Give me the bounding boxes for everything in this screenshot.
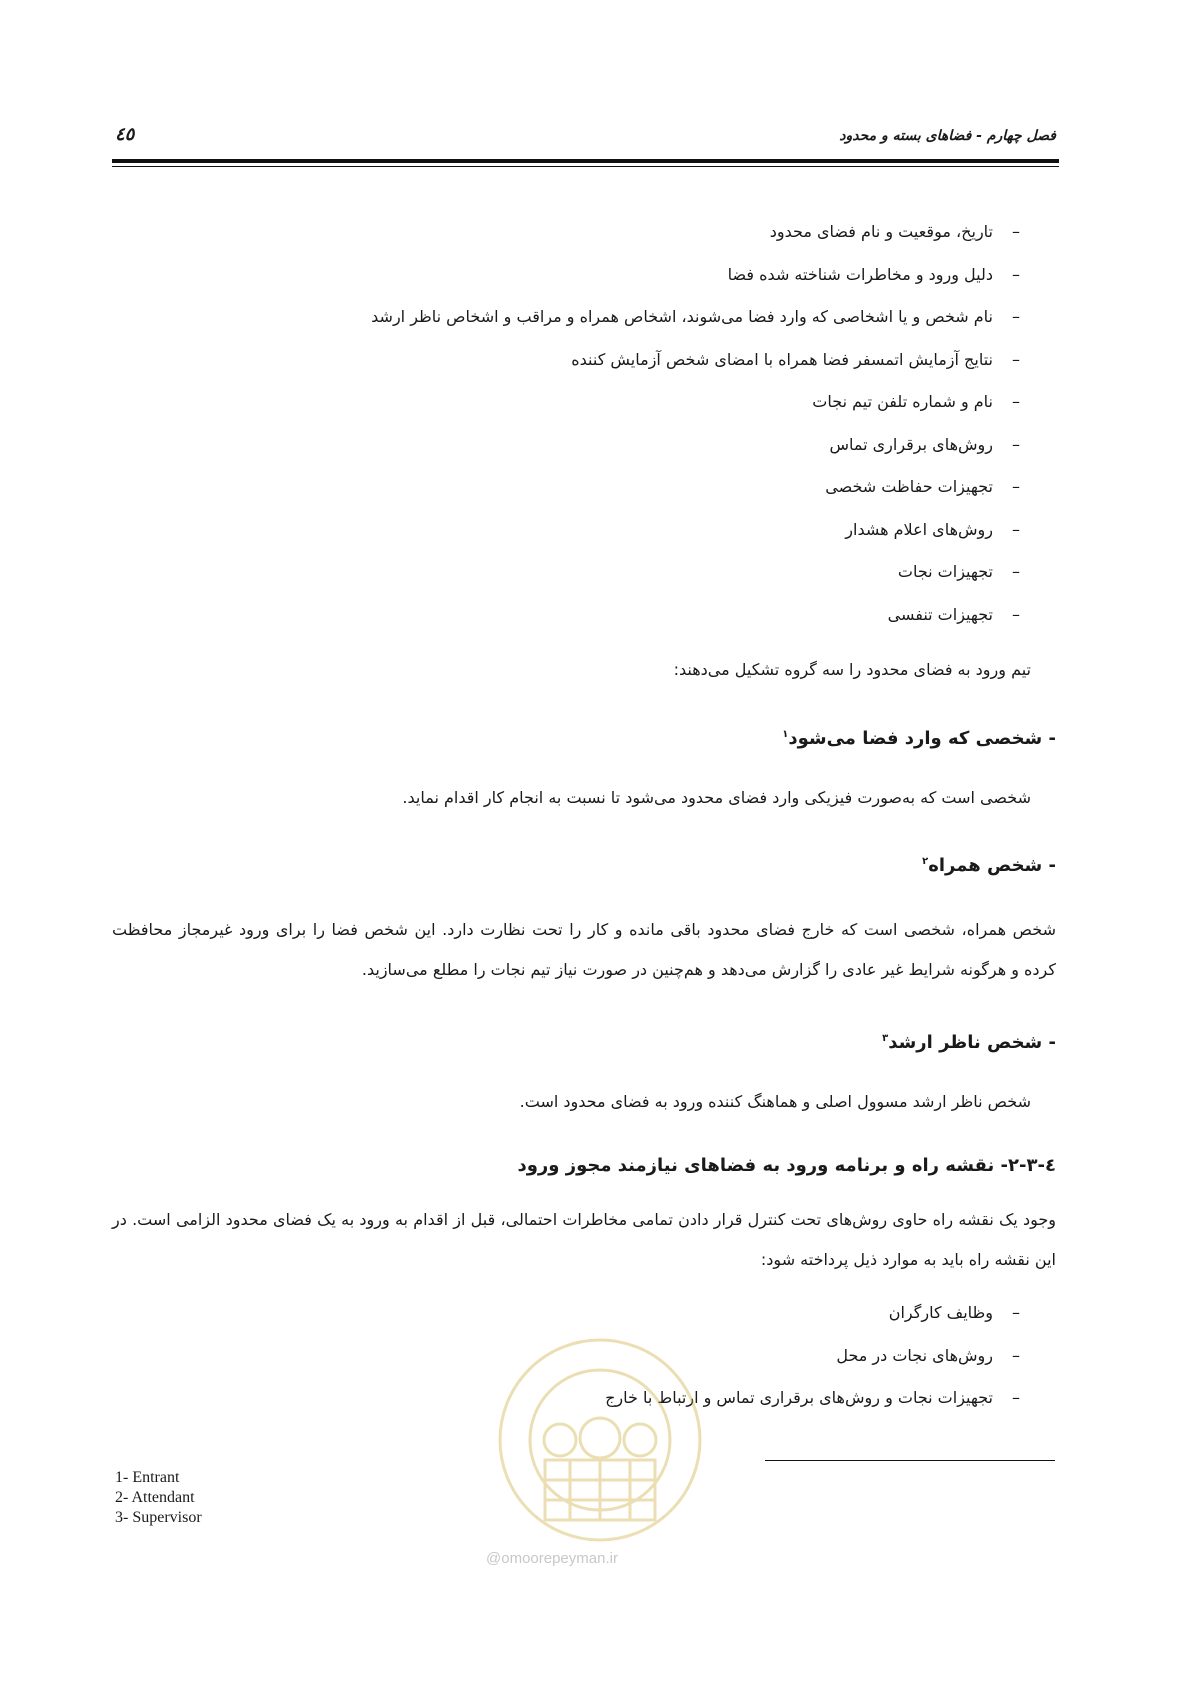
dash-bullet: – [1012, 562, 1020, 581]
dash-bullet: – [1012, 519, 1020, 539]
list-item: –تجهیزات نجات [371, 557, 1031, 600]
dash-bullet: – [1012, 477, 1020, 496]
footnote-divider [765, 1460, 1055, 1461]
list-item: –روش‌های اعلام هشدار [371, 515, 1031, 558]
entrant-body: شخصی است که به‌صورت فیزیکی وارد فضای محدود می‌شود تا نسبت به انجام کار اقدام نماید. [402, 788, 1031, 807]
watermark-seal-icon [490, 1330, 710, 1550]
dash-bullet: – [1012, 264, 1020, 284]
section-heading [518, 1155, 1057, 1176]
section-title: نقشه راه و برنامه ورود به فضاهای نیازمند مجوز ورود [517, 1155, 995, 1176]
dash-bullet: – [1012, 604, 1020, 624]
entrant-heading: - شخصی که وارد فضا می‌شود$^۱$ [782, 728, 1056, 749]
dash-bullet: – [1012, 1303, 1020, 1322]
dash-bullet: – [1012, 222, 1020, 241]
list-item: –تجهیزات نجات و روش‌های برقراری تماس و ارتباط با خارج [605, 1383, 1031, 1426]
dash-bullet: – [1012, 349, 1020, 369]
dash-bullet: – [1012, 1388, 1020, 1407]
page-number: ٤٥ [115, 124, 135, 145]
chapter-title: فصل چهارم - فضاهای بسته و محدود [839, 128, 1056, 144]
attendant-heading: - شخص همراه$^۲$ [922, 855, 1056, 876]
footnote: 3- Supervisor [115, 1509, 202, 1526]
dash-bullet: – [1012, 392, 1020, 411]
footnote: 2- Attendant [115, 1489, 195, 1506]
requirements-list [371, 217, 1031, 642]
team-intro: تیم ورود به فضای محدود را سه گروه تشکیل می‌دهند: [673, 660, 1031, 679]
footnote: 1- Entrant [115, 1469, 180, 1486]
header-rule-thin [112, 166, 1059, 167]
list-item: –روش‌های برقراری تماس [371, 430, 1031, 473]
list-item: –نام و شماره تلفن تیم نجات [371, 387, 1031, 430]
list-item: –روش‌های نجات در محل [605, 1341, 1031, 1384]
footnote-ref: ۲ [922, 856, 929, 867]
list-item: –وظایف کارگران [605, 1298, 1031, 1341]
section-body: وجود یک نقشه راه حاوی روش‌های تحت کنترل قرار دادن تمامی مخاطرات احتمالی، قبل از اقدام به ورود به یک فضای محدود الزامی است. در این نقشه راه باید به موارد ذیل پرداخته شود: [112, 1210, 1056, 1269]
list-item: –تجهیزات حفاظت شخصی [371, 472, 1031, 515]
footnote-ref: ۱ [782, 729, 789, 740]
dash-bullet: – [1012, 1345, 1020, 1365]
watermark-site: @omoorepeyman.ir [486, 1550, 618, 1567]
attendant-body: شخص همراه، شخصی است که خارج فضای محدود باقی مانده و کار را تحت نظارت دارد. این شخص فضا را برای ورود غیرمجاز محافظت کرده و هرگونه شرایط غیر عادی را گزارش می‌دهد و هم‌چنین در صورت نیاز تیم نجات را مطلع می‌سازید. [112, 920, 1056, 979]
list-item: –تجهیزات تنفسی [371, 600, 1031, 643]
section-number: ٤-٣-٢- [1000, 1155, 1056, 1176]
dash-bullet: – [1012, 434, 1020, 454]
header-rule [112, 159, 1059, 163]
supervisor-heading: - شخص ناظر ارشد$^۳$ [882, 1032, 1056, 1053]
list-item: –نتایج آزمایش اتمسفر فضا همراه با امضای شخص آزمایش کننده [371, 345, 1031, 388]
dash-bullet: – [1012, 307, 1020, 326]
list-item: –تاریخ، موقعیت و نام فضای محدود [371, 217, 1031, 260]
footnotes [115, 1468, 202, 1528]
supervisor-body: شخص ناظر ارشد مسوول اصلی و هماهنگ کننده ورود به فضای محدود است. [519, 1092, 1031, 1111]
list-item: –دلیل ورود و مخاطرات شناخته شده فضا [371, 260, 1031, 303]
footnote-ref: ۳ [882, 1033, 889, 1044]
list-item: –نام شخص و یا اشخاصی که وارد فضا می‌شوند، اشخاص همراه و مراقب و اشخاص ناظر ارشد [371, 302, 1031, 345]
